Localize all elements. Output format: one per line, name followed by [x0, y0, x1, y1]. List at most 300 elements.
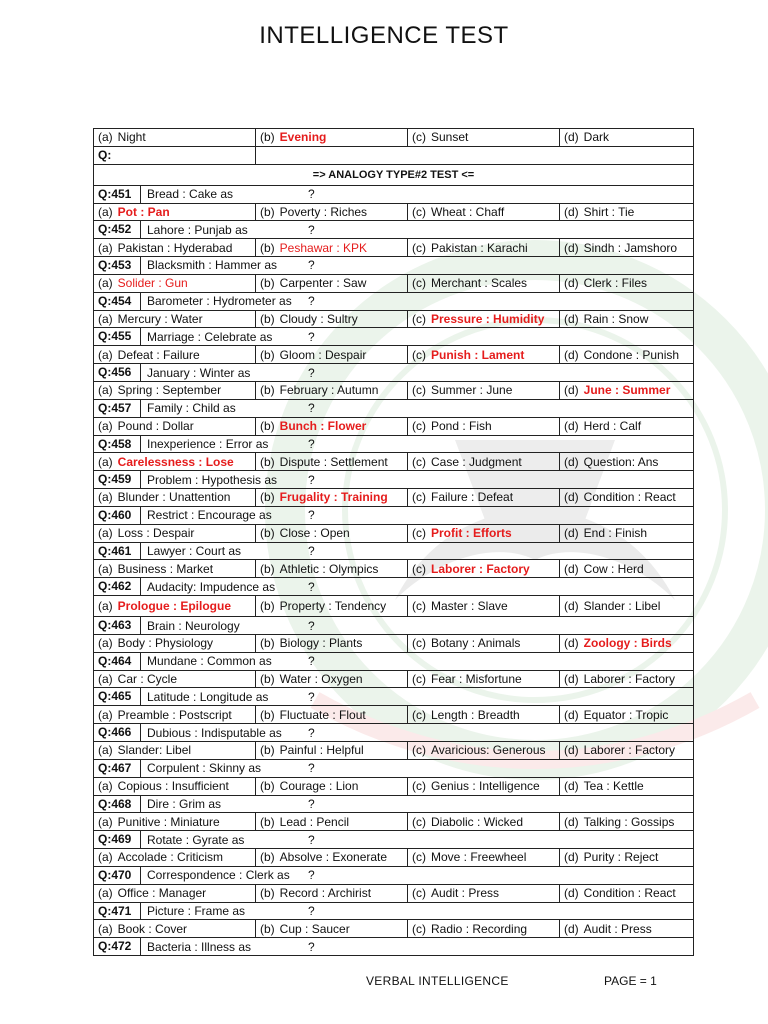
option-label: (c)	[412, 743, 426, 758]
answer-option	[408, 920, 560, 938]
option-label: (b)	[260, 454, 275, 469]
question-cell	[94, 902, 694, 920]
option-text: Wheat : Chaff	[431, 204, 505, 219]
question-mark: ?	[308, 329, 315, 344]
option-text: Dark	[583, 130, 610, 145]
answer-option	[408, 849, 560, 867]
answer-option	[94, 310, 256, 328]
question-cell	[94, 938, 694, 956]
option-text: End : Finish	[583, 526, 648, 541]
option-label: (b)	[260, 526, 275, 541]
option-label: (a)	[98, 204, 113, 219]
question-number: Q:463	[94, 617, 141, 634]
answer-option	[94, 239, 256, 257]
question-number: Q:466	[94, 724, 141, 741]
answer-option	[408, 129, 560, 147]
answer-option	[256, 239, 408, 257]
answer-option	[94, 453, 256, 471]
question-mark: ?	[308, 939, 315, 954]
options-row	[94, 381, 694, 399]
option-text: Property : Tendency	[279, 599, 387, 614]
option-label: (b)	[260, 886, 275, 901]
answer-option	[94, 129, 256, 147]
footer-page-number: PAGE = 1	[604, 974, 657, 988]
question-number: Q:452	[94, 221, 141, 238]
option-label: (d)	[564, 886, 579, 901]
answer-option	[94, 560, 256, 578]
answer-option	[94, 849, 256, 867]
question-mark: ?	[308, 654, 315, 669]
option-label: (b)	[260, 130, 275, 145]
question-text: Inexperience : Error as	[147, 436, 269, 451]
option-text: Book : Cover	[117, 921, 188, 936]
option-label: (c)	[412, 347, 426, 362]
option-label: (c)	[412, 490, 426, 505]
option-label: (d)	[564, 599, 579, 614]
question-row	[94, 902, 694, 920]
answer-option	[560, 634, 694, 652]
question-cell	[94, 542, 694, 560]
footer-section-title: VERBAL INTELLIGENCE	[366, 974, 509, 988]
answer-option	[94, 524, 256, 542]
question-text: Bacteria : Illness as	[147, 939, 252, 954]
option-text: Accolade : Criticism	[117, 850, 224, 865]
answer-option	[256, 310, 408, 328]
answer-option	[94, 813, 256, 831]
question-text: Brain : Neurology	[147, 618, 240, 633]
question-mark: ?	[308, 618, 315, 633]
question-number: Q:464	[94, 653, 141, 670]
question-cell	[94, 795, 694, 813]
options-row	[94, 706, 694, 724]
question-cell	[94, 578, 694, 596]
answer-option	[94, 706, 256, 724]
question-text: Restrict : Encourage as	[147, 508, 272, 523]
question-cell	[94, 831, 694, 849]
question-row	[94, 399, 694, 417]
answer-option	[560, 489, 694, 507]
question-row	[94, 257, 694, 275]
option-label: (a)	[98, 707, 113, 722]
option-text: Pakistan : Karachi	[431, 240, 528, 255]
question-text: Correspondence : Clerk as	[147, 868, 290, 883]
options-row	[94, 274, 694, 292]
answer-option	[256, 670, 408, 688]
question-row	[94, 724, 694, 742]
answer-option	[408, 884, 560, 902]
option-label: (c)	[412, 707, 426, 722]
options-row	[94, 239, 694, 257]
option-text: Case : Judgment	[431, 454, 522, 469]
option-text: Shirt : Tie	[583, 204, 635, 219]
question-mark: ?	[308, 187, 315, 202]
option-text: Body : Physiology	[117, 636, 214, 651]
answer-option	[256, 524, 408, 542]
option-text: Laborer : Factory	[583, 672, 676, 687]
question-mark: ?	[308, 761, 315, 776]
options-row	[94, 670, 694, 688]
answer-option	[408, 239, 560, 257]
option-label: (a)	[98, 419, 113, 434]
question-cell	[94, 688, 694, 706]
option-text: Pakistan : Hyderabad	[117, 240, 233, 255]
answer-option	[408, 381, 560, 399]
option-label: (d)	[564, 383, 579, 398]
question-number: Q:453	[94, 257, 141, 274]
question-text: Audacity: Impudence as	[147, 579, 276, 594]
answer-option	[560, 346, 694, 364]
option-label: (a)	[98, 454, 113, 469]
answer-option	[256, 634, 408, 652]
question-row	[94, 506, 694, 524]
options-row	[94, 596, 694, 617]
option-label: (b)	[260, 312, 275, 327]
option-label: (b)	[260, 707, 275, 722]
option-text: Lead : Pencil	[279, 814, 350, 829]
answer-option	[560, 524, 694, 542]
question-mark: ?	[308, 725, 315, 740]
answer-option	[94, 920, 256, 938]
question-cell	[94, 617, 694, 635]
question-text: Rotate : Gyrate as	[147, 832, 245, 847]
answer-option	[256, 813, 408, 831]
option-label: (b)	[260, 347, 275, 362]
answer-option	[408, 489, 560, 507]
option-text: February : Autumn	[279, 383, 379, 398]
question-mark: ?	[308, 579, 315, 594]
question-cell	[94, 328, 694, 346]
answer-option	[560, 813, 694, 831]
correct-answer-text: Evening	[279, 130, 327, 145]
option-text: Herd : Calf	[583, 419, 642, 434]
option-label: (d)	[564, 240, 579, 255]
option-text: Audit : Press	[583, 921, 652, 936]
option-label: (a)	[98, 240, 113, 255]
option-text: Courage : Lion	[279, 779, 359, 794]
question-row	[94, 688, 694, 706]
question-text: Corpulent : Skinny as	[147, 761, 262, 776]
correct-answer-text: Profit : Efforts	[431, 526, 512, 541]
option-label: (c)	[412, 383, 426, 398]
option-label: (b)	[260, 850, 275, 865]
question-text: Picture : Frame as	[147, 904, 246, 919]
option-label: (b)	[260, 276, 275, 291]
option-label: (d)	[564, 419, 579, 434]
option-label: (b)	[260, 921, 275, 936]
option-label: (a)	[98, 850, 113, 865]
question-row	[94, 795, 694, 813]
option-text: Dispute : Settlement	[279, 454, 388, 469]
section-banner: => ANALOGY TYPE#2 TEST <=	[94, 164, 694, 185]
option-label: (a)	[98, 276, 113, 291]
option-label: (d)	[564, 921, 579, 936]
option-label: (a)	[98, 886, 113, 901]
question-row	[94, 759, 694, 777]
correct-answer-text: June : Summer	[583, 383, 671, 398]
question-number: Q:456	[94, 364, 141, 381]
answer-option	[560, 381, 694, 399]
option-label: (b)	[260, 599, 275, 614]
answer-option	[256, 596, 408, 617]
option-text: Cup : Saucer	[279, 921, 350, 936]
option-label: (b)	[260, 814, 275, 829]
question-row	[94, 292, 694, 310]
answer-option	[408, 346, 560, 364]
option-label: (d)	[564, 454, 579, 469]
question-mark: ?	[308, 904, 315, 919]
option-label: (b)	[260, 383, 275, 398]
correct-answer-text: Laborer : Factory	[431, 561, 530, 576]
question-text: Family : Child as	[147, 401, 236, 416]
option-label: (c)	[412, 526, 426, 541]
question-mark: ?	[308, 258, 315, 273]
question-number: Q:472	[94, 938, 141, 955]
question-cell	[94, 506, 694, 524]
question-number: Q:471	[94, 903, 141, 920]
option-label: (d)	[564, 814, 579, 829]
answer-option	[256, 920, 408, 938]
question-mark: ?	[308, 832, 315, 847]
options-row	[94, 849, 694, 867]
options-row	[94, 203, 694, 221]
option-text: Gloom : Despair	[279, 347, 367, 362]
question-row	[94, 221, 694, 239]
correct-answer-text: Punish : Lament	[431, 347, 525, 362]
option-text: Fear : Misfortune	[431, 672, 522, 687]
option-text: Fluctuate : Flout	[279, 707, 366, 722]
question-text: Blacksmith : Hammer as	[147, 258, 278, 273]
option-label: (d)	[564, 779, 579, 794]
answer-option	[560, 777, 694, 795]
question-text: Lahore : Punjab as	[147, 222, 248, 237]
answer-option	[408, 670, 560, 688]
options-row	[94, 777, 694, 795]
option-label: (c)	[412, 814, 426, 829]
option-text: Absolve : Exonerate	[279, 850, 388, 865]
option-text: Slander : Libel	[583, 599, 661, 614]
option-label: (d)	[564, 850, 579, 865]
answer-option	[408, 310, 560, 328]
question-cell	[94, 471, 694, 489]
answer-option	[94, 381, 256, 399]
option-label: (a)	[98, 383, 113, 398]
options-row	[94, 524, 694, 542]
answer-option	[408, 742, 560, 760]
answer-option	[560, 884, 694, 902]
answer-option	[408, 560, 560, 578]
option-label: (a)	[98, 743, 113, 758]
option-text: Painful : Helpful	[279, 743, 364, 758]
question-cell	[94, 257, 694, 275]
answer-option	[560, 203, 694, 221]
options-row	[94, 742, 694, 760]
option-text: Failure : Defeat	[431, 490, 514, 505]
option-label: (a)	[98, 672, 113, 687]
option-label: (b)	[260, 490, 275, 505]
options-row	[94, 453, 694, 471]
answer-option	[408, 777, 560, 795]
question-row	[94, 542, 694, 560]
option-label: (a)	[98, 814, 113, 829]
option-label: (b)	[260, 240, 275, 255]
answer-option	[256, 884, 408, 902]
option-text: Close : Open	[279, 526, 350, 541]
option-text: Slander: Libel	[117, 743, 192, 758]
question-number: Q:461	[94, 543, 141, 560]
option-text: Mercury : Water	[117, 312, 203, 327]
section-banner-row	[94, 164, 694, 185]
question-cell	[94, 399, 694, 417]
question-row	[94, 938, 694, 956]
question-mark: ?	[308, 543, 315, 558]
answer-option	[560, 920, 694, 938]
answer-option	[256, 742, 408, 760]
option-text: Merchant : Scales	[431, 276, 528, 291]
question-number: Q:462	[94, 578, 141, 595]
options-row	[94, 920, 694, 938]
option-text: Equator : Tropic	[583, 707, 669, 722]
option-label: (d)	[564, 636, 579, 651]
answer-option	[560, 560, 694, 578]
answer-option	[408, 203, 560, 221]
question-cell	[94, 364, 694, 382]
options-row	[94, 813, 694, 831]
answer-option	[256, 274, 408, 292]
question-cell	[94, 652, 694, 670]
options-row	[94, 346, 694, 364]
option-text: Cow : Herd	[583, 561, 644, 576]
option-label: (c)	[412, 779, 426, 794]
question-number: Q:468	[94, 796, 141, 813]
option-label: (a)	[98, 347, 113, 362]
question-number: Q:470	[94, 867, 141, 884]
question-number: Q:467	[94, 760, 141, 777]
question-number: Q:458	[94, 436, 141, 453]
answer-option	[94, 596, 256, 617]
option-label: (c)	[412, 454, 426, 469]
question-row	[94, 185, 694, 203]
option-text: Length : Breadth	[431, 707, 520, 722]
option-label: (b)	[260, 419, 275, 434]
analogy-test-table	[93, 128, 694, 956]
option-text: Water : Oxygen	[279, 672, 363, 687]
option-text: Business : Market	[117, 561, 214, 576]
answer-option	[94, 346, 256, 364]
option-text: Condition : React	[583, 490, 676, 505]
answer-option	[408, 417, 560, 435]
question-number: Q:455	[94, 328, 141, 345]
option-label: (a)	[98, 130, 113, 145]
correct-answer-text: Frugality : Training	[279, 490, 388, 505]
question-number: Q:459	[94, 471, 141, 488]
option-text: Question: Ans	[583, 454, 659, 469]
options-row	[94, 489, 694, 507]
option-text: Summer : June	[431, 383, 513, 398]
option-label: (c)	[412, 561, 426, 576]
option-label: (c)	[412, 419, 426, 434]
question-mark: ?	[308, 222, 315, 237]
answer-option	[256, 129, 408, 147]
question-number: Q:451	[94, 186, 141, 203]
question-text-cell	[256, 146, 694, 164]
option-label: (d)	[564, 276, 579, 291]
question-mark: ?	[308, 689, 315, 704]
option-text: Spring : September	[117, 383, 222, 398]
option-label: (a)	[98, 490, 113, 505]
option-label: (c)	[412, 921, 426, 936]
option-text: Condition : React	[583, 886, 676, 901]
question-mark: ?	[308, 868, 315, 883]
question-mark: ?	[308, 436, 315, 451]
question-cell	[94, 724, 694, 742]
answer-option	[560, 706, 694, 724]
option-text: Car : Cycle	[117, 672, 178, 687]
answer-option	[560, 670, 694, 688]
option-text: Sunset	[431, 130, 469, 145]
option-label: (a)	[98, 779, 113, 794]
option-label: (d)	[564, 561, 579, 576]
option-label: (d)	[564, 672, 579, 687]
question-number: Q:457	[94, 400, 141, 417]
option-label: (c)	[412, 886, 426, 901]
option-text: Pound : Dollar	[117, 419, 194, 434]
answer-option	[94, 417, 256, 435]
answer-option	[94, 203, 256, 221]
answer-option	[94, 742, 256, 760]
option-text: Biology : Plants	[279, 636, 363, 651]
option-text: Botany : Animals	[431, 636, 521, 651]
answer-option	[94, 670, 256, 688]
correct-answer-text: Zoology : Birds	[583, 636, 672, 651]
option-text: Punitive : Miniature	[117, 814, 220, 829]
question-text: Dubious : Indisputable as	[147, 725, 282, 740]
question-cell	[94, 759, 694, 777]
correct-answer-text: Prologue : Epilogue	[117, 599, 232, 614]
answer-option	[560, 239, 694, 257]
answer-option	[94, 777, 256, 795]
answer-option	[408, 706, 560, 724]
question-text: Lawyer : Court as	[147, 543, 242, 558]
question-number: Q:460	[94, 507, 141, 524]
answer-option	[94, 634, 256, 652]
answer-option	[256, 706, 408, 724]
answer-option	[408, 596, 560, 617]
option-text: Poverty : Riches	[279, 204, 368, 219]
question-row	[94, 866, 694, 884]
option-label: (d)	[564, 707, 579, 722]
question-mark: ?	[308, 796, 315, 811]
question-row	[94, 578, 694, 596]
option-label: (c)	[412, 240, 426, 255]
question-text: January : Winter as	[147, 365, 251, 380]
blank-question-row	[94, 146, 694, 164]
option-label: (b)	[260, 561, 275, 576]
answer-option	[560, 453, 694, 471]
option-text: Sindh : Jamshoro	[583, 240, 678, 255]
answer-option	[560, 849, 694, 867]
correct-answer-text: Pot : Pan	[117, 204, 170, 219]
option-text: Laborer : Factory	[583, 743, 676, 758]
answer-option	[408, 634, 560, 652]
options-row	[94, 560, 694, 578]
question-number: Q:469	[94, 831, 141, 848]
answer-option	[560, 417, 694, 435]
question-mark: ?	[308, 508, 315, 523]
correct-answer-text: Bunch : Flower	[279, 419, 367, 434]
question-cell	[94, 221, 694, 239]
option-text: Audit : Press	[431, 886, 500, 901]
option-label: (a)	[98, 561, 113, 576]
